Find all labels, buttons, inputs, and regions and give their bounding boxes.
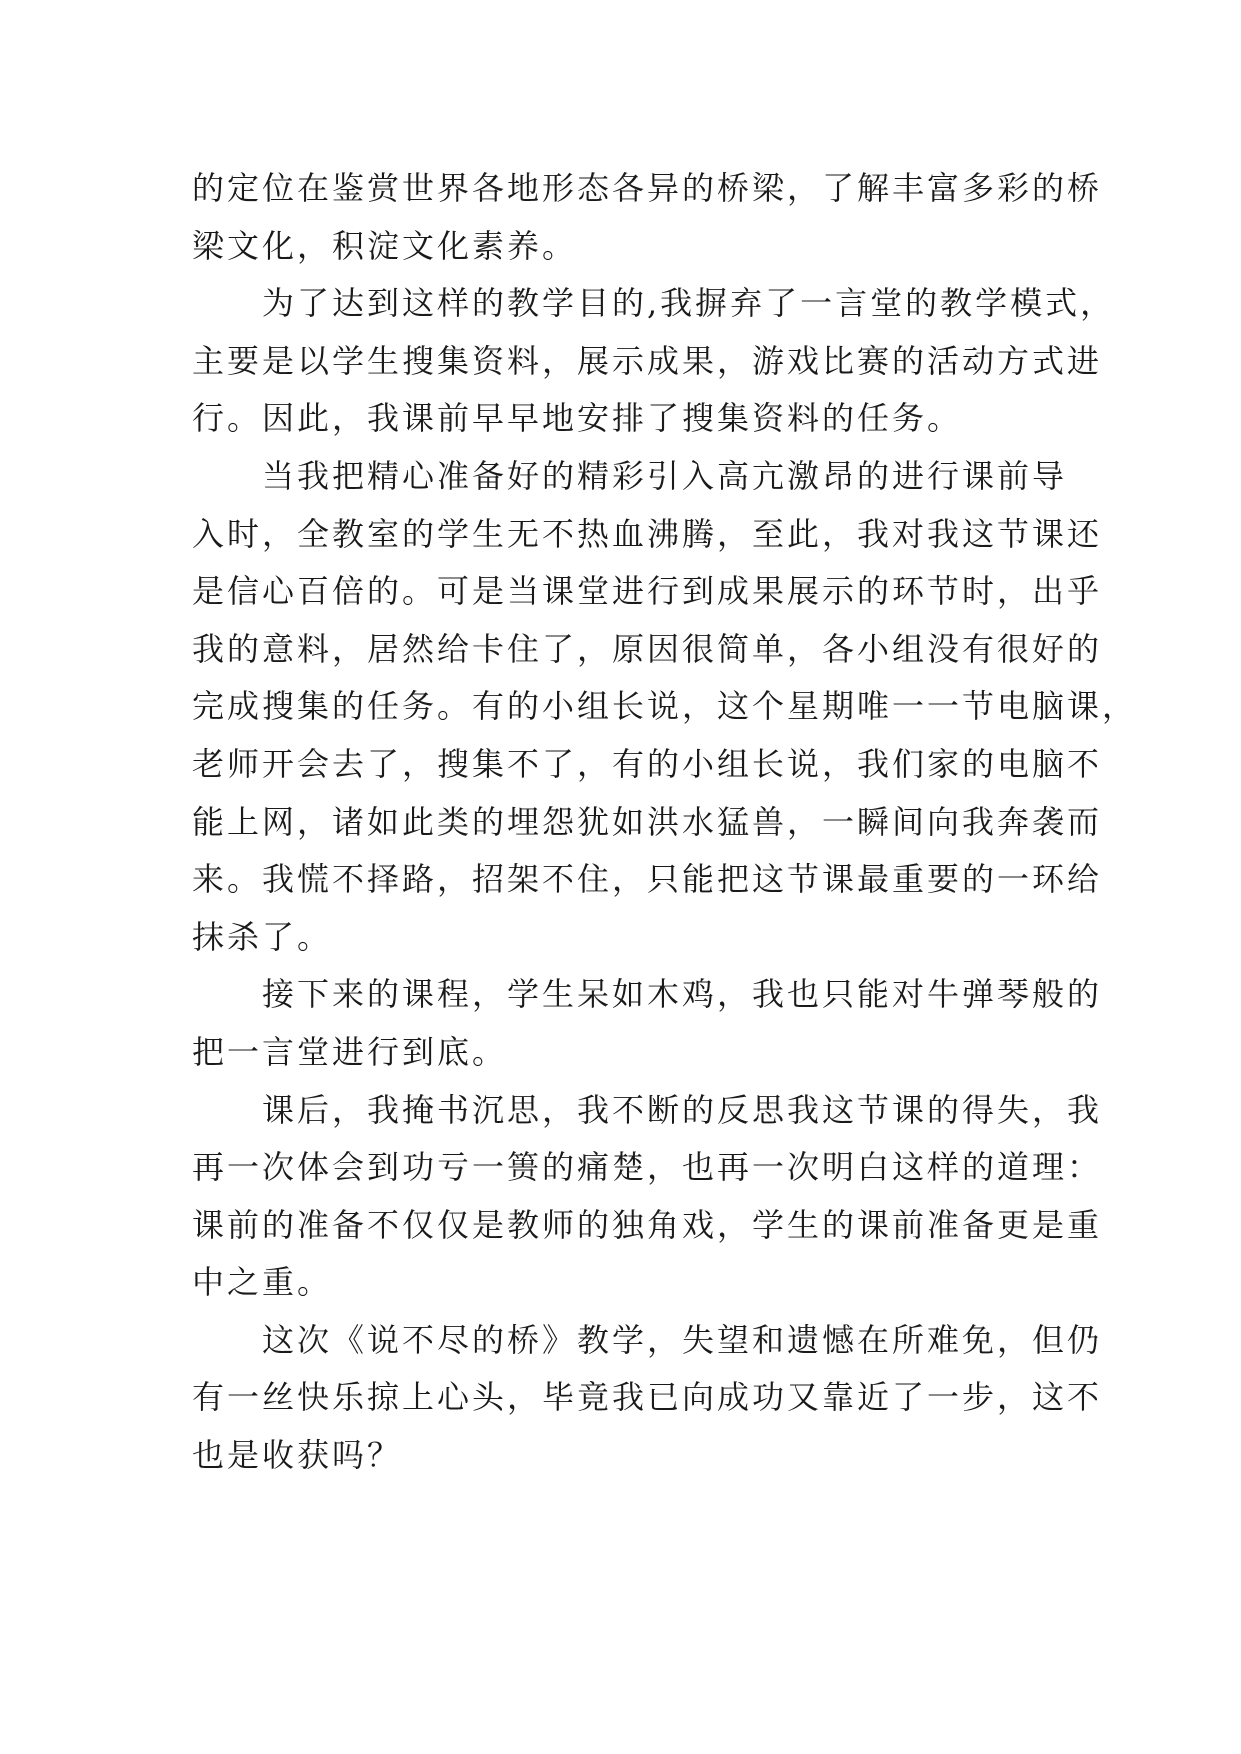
- text-line: 的定位在鉴赏世界各地形态各异的桥梁，了解丰富多彩的桥: [192, 169, 1103, 207]
- text-line: 老师开会去了，搜集不了，有的小组长说，我们家的电脑不: [192, 744, 1103, 783]
- text-line: 能上网，诸如此类的埋怨犹如洪水猛兽，一瞬间向我奔袭而: [192, 802, 1103, 841]
- text-line: 课前的准备不仅仅是教师的独角戏，学生的课前准备更是重: [192, 1205, 1103, 1244]
- text-line: 中之重。: [192, 1263, 333, 1302]
- text-line: 有一丝快乐掠上心头，毕竟我已向成功又靠近了一步，这不: [192, 1378, 1103, 1417]
- text-line: 来。我慌不择路，招架不住，只能把这节课最重要的一环给: [192, 860, 1103, 899]
- document-body: [192, 160, 1138, 1485]
- text-line: 抹杀了。: [192, 917, 333, 956]
- paragraph-first-line: 接下来的课程，学生呆如木鸡，我也只能对牛弹琴般的: [262, 975, 1103, 1014]
- text-line: 再一次体会到功亏一篑的痛楚，也再一次明白这样的道理：: [192, 1148, 1103, 1187]
- text-line: 我的意料，居然给卡住了，原因很简单，各小组没有很好的: [192, 629, 1103, 668]
- text-line: 入时，全教室的学生无不热血沸腾，至此，我对我这节课还: [192, 514, 1103, 553]
- text-line: 是信心百倍的。可是当课堂进行到成果展示的环节时，出乎: [192, 572, 1103, 611]
- text-line: 完成搜集的任务。有的小组长说，这个星期唯一一节电脑课，: [192, 687, 1138, 726]
- text-line: 把一言堂进行到底。: [192, 1032, 508, 1071]
- text-line: 行。因此，我课前早早地安排了搜集资料的任务。: [192, 399, 963, 438]
- text-line: 也是收获吗？: [192, 1436, 403, 1475]
- paragraph-first-line: 当我把精心准备好的精彩引入高亢激昂的进行课前导: [262, 456, 1068, 495]
- text-line: 主要是以学生搜集资料，展示成果，游戏比赛的活动方式进: [192, 341, 1103, 380]
- paragraph-first-line: 这次《说不尽的桥》教学，失望和遗憾在所难免，但仍: [262, 1320, 1103, 1359]
- paragraph-first-line: 为了达到这样的教学目的,我摒弃了一言堂的教学模式，: [262, 284, 1116, 323]
- paragraph-first-line: 课后，我掩书沉思，我不断的反思我这节课的得失，我: [262, 1090, 1103, 1129]
- text-line: 梁文化，积淀文化素养。: [192, 226, 578, 265]
